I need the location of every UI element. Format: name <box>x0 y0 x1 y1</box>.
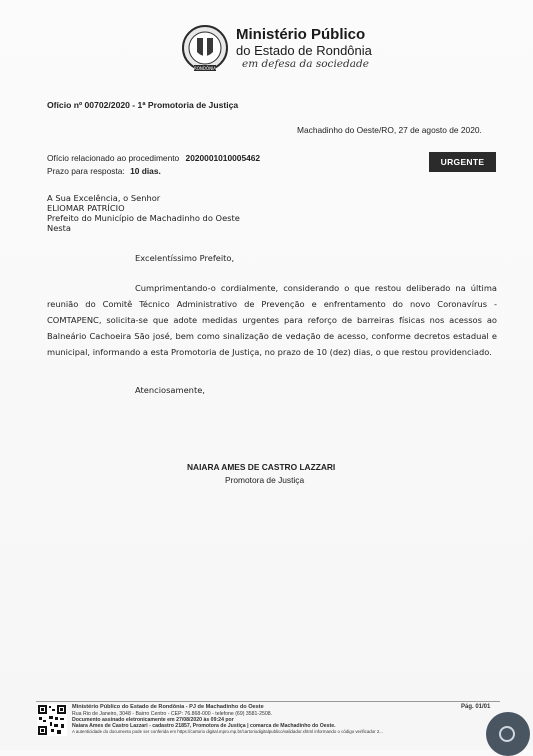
oficio-number: Ofício nº 00702/2020 - 1ª Promotoria de Justiça <box>47 100 239 110</box>
footer-divider <box>36 701 500 702</box>
urgent-badge: URGENTE <box>429 152 496 172</box>
seal-text: RONDÔNIA <box>193 66 217 71</box>
footer-address: Rua Rio de Janeiro, 3048 - Bairro Centro - CEP: 76.868-000 - telefone (69) 3581-2508. <box>72 711 273 717</box>
recipient-line-1: A Sua Excelência, o Senhor <box>47 193 161 203</box>
letterhead <box>180 24 380 80</box>
footer-signed-info: Documento assinado eletronicamente em 27/08/2020 às 09:24 por <box>72 717 234 723</box>
procedure-label: Ofício relacionado ao procedimento <box>47 153 180 163</box>
signer-name: NAIARA AMES DE CASTRO LAZZARI <box>187 462 336 472</box>
place-date: Machadinho do Oeste/RO, 27 de agosto de 2020. <box>297 125 482 135</box>
body-paragraph <box>47 280 497 360</box>
page-number: Pág. 01/01 <box>461 704 491 710</box>
qr-code-icon <box>37 704 67 736</box>
footer-signer: Naiara Ames de Castro Lazzari - cadastro 21857, Promotora de Justiça | comarca de Machadinho do Oeste. <box>72 723 336 729</box>
body-text: Cumprimentando-o cordialmente, considerando o que restou deliberado na última reunião do Comitê Técnico Administrativo de Prevenção e enfrentamento do novo Coronavírus - COMTAPENC, solicita-se que adote medidas urgentes para reforço de barreiras físicas nos acessos ao Balneário Cachoeira São josé, bem como sinalização de vedação de acesso, conforme decretos estadual e municipal, informando a esta Promotoria de Justiça, no prazo de 10 (dez) dias, o que restou providenciado. <box>47 283 497 357</box>
recipient-line-2: ELIOMAR PATRÍCIO <box>47 203 125 213</box>
footer-org: Ministério Público do Estado de Rondônia - PJ de Machadinho do Oeste <box>72 704 264 710</box>
search-icon <box>499 726 515 742</box>
procedure-reference <box>47 153 260 163</box>
response-deadline <box>47 166 161 176</box>
org-motto: em defesa da sociedade <box>242 58 369 70</box>
org-title: Ministério Público <box>236 26 366 43</box>
deadline-value: 10 dias. <box>130 166 161 176</box>
footer-verification: A autenticidade do documento pode ser conferida em https://cartorio digital.mpro.mp.br/cartoriodigitalpublico/validador.xhtml informando o código verificador 2... <box>72 729 383 734</box>
closing: Atenciosamente, <box>135 385 205 395</box>
institution-seal-icon <box>180 24 230 76</box>
recipient-line-3: Prefeito do Município de Machadinho do Oeste <box>47 213 240 223</box>
salutation: Excelentíssimo Prefeito, <box>135 253 235 263</box>
deadline-label: Prazo para resposta: <box>47 166 125 176</box>
signer-role: Promotora de Justiça <box>225 475 305 485</box>
org-subtitle: do Estado de Rondônia <box>236 43 372 58</box>
procedure-number: 2020001010005462 <box>185 153 261 163</box>
recipient-line-4: Nesta <box>47 223 71 233</box>
